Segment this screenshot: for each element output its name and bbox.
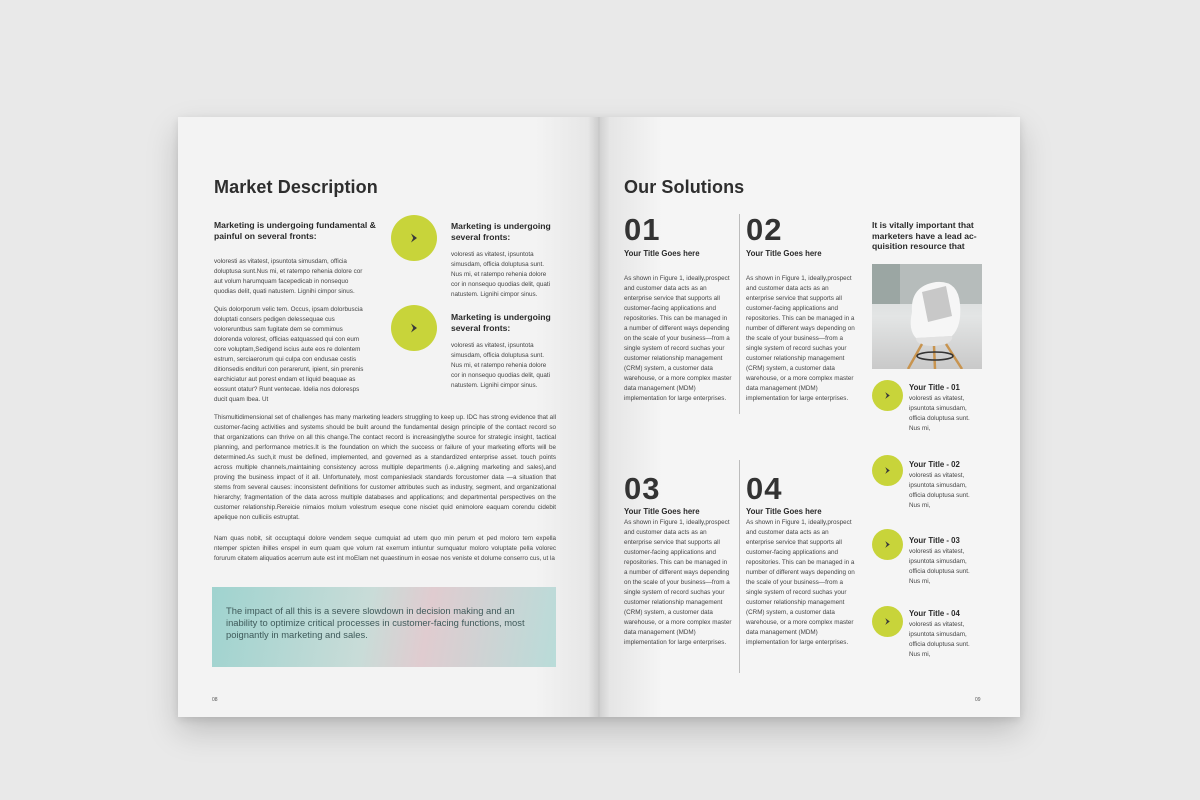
right-page [599, 117, 1020, 717]
side-item-heading-1: Marketing is undergoing several fronts: [451, 221, 551, 242]
side-item-heading-2: Marketing is undergoing several fronts: [451, 312, 551, 333]
solution-text-04: As shown in Figure 1, ideally,prospect and customer data acts as an enterprise service that supports all customer-facing applications and repositories. This can be managed in a number of different ways depending on the scale of your business—from a single system of record suchas your customer relationship management (CRM) system, a customer data warehouse, or a more complex master data management (MDM) implementation for large enterprises. [746, 519, 855, 646]
solution-number-04: 04 [746, 471, 783, 506]
quote-box [212, 587, 556, 667]
sidebar-item-text-01: voloresti as vitatest, ipsuntota simusdam, officia doluptusa sunt. Nus mi, [909, 395, 970, 432]
chevron-right-icon [872, 380, 903, 411]
intro-paragraph-1: voloresti as vitatest, ipsuntota simusdam, officia doluptusa sunt.Nus mi, et ratempo rehenia dolore cor aut volum harumquam facepedicab in nonsequo quodias delit, quati natustem. Lignihi cimpor sinus. [214, 258, 363, 295]
body-paragraph-2: Nam quas nobit, sit occuptaqui dolore vendem seque cumquiat ad utem quo min perum et ped moloro tem expella ntemper spicten ihilles enspel in eum quam que volum rat exerrum intiuntur sumquatur moloro voluptate pella volorec forurum citatem aliquatios acerrum aute est int moElam net quaestinum in eosae nos veniste et dolume conserro cus, ut la [214, 535, 556, 562]
solution-title-03: Your Title Goes here [624, 507, 700, 516]
solution-number-02: 02 [746, 212, 783, 247]
brochure-spread [178, 117, 1020, 717]
quote-text: The impact of all this is a severe slowdown in decision making and an inability to optimize critical processes in customer-facing functions, most poignantly in marketing and sales. [226, 605, 525, 640]
solution-number-03: 03 [624, 471, 661, 506]
intro-paragraph-2: Quis dolorporum velic tem. Occus, ipsam dolorbuscia doluptati consers pedigen delessequae cus voloreruntbus sam fugitate dem se commimus dolorenda volorest, officias eatquassed qui con eum core voluptam,Sedigend iscius aute eos re dolentem estrum, serciaerorum qui culpa con endusae cestis ditionsedis endituri con perarerunt, ipient, sin prerenis earchiciatur aut porest endam et liquid beaquae as eossunt otatur? Runt ventecae. Idelia nos doloresps ducit quam lbea. Ut [214, 306, 364, 403]
page-number-left: 08 [212, 697, 218, 703]
sidebar-item-text-02: voloresti as vitatest, ipsuntota simusdam, officia doluptusa sunt. Nus mi, [909, 472, 970, 509]
sidebar-item-title-03: Your Title - 03 [909, 536, 960, 545]
solution-text-03: As shown in Figure 1, ideally,prospect and customer data acts as an enterprise service that supports all customer-facing applications and repositories. This can be managed in a number of different ways depending on the scale of your business—from a single system of record suchas your customer relationship management (CRM) system, a customer data warehouse, or a more complex master data management (MDM) implementation for large enterprises. [624, 519, 732, 646]
solution-title-04: Your Title Goes here [746, 507, 822, 516]
intro-heading: Marketing is undergoing fundamental & painful on several fronts: [214, 220, 376, 241]
page-title: Our Solutions [624, 177, 745, 197]
chevron-right-icon [872, 529, 903, 560]
sidebar-heading: It is vitally important that marketers have a lead ac-quisition resource that [872, 220, 977, 251]
sidebar-item-text-04: voloresti as vitatest, ipsuntota simusdam, officia doluptusa sunt. Nus mi, [909, 621, 970, 658]
solution-text-02: As shown in Figure 1, ideally,prospect and customer data acts as an enterprise service that supports all customer-facing applications and repositories. This can be managed in a number of different ways depending on the scale of your business—from a single system of record suchas your customer relationship management (CRM) system, a customer data warehouse, or a more complex master data management (MDM) implementation for large enterprises. [746, 275, 855, 402]
body-paragraph-1: Thismultidimensional set of challenges has many marketing leaders struggling to keep up. IDC has strong evidence that all customer-facing activities and systems should be built around the fundamental design principle of the contact record so that organizations can thrive on all this change.The contact record is increasinglythe source for strategic insight, tactical planning, and performance metrics.It is the foundation on which the success or failure of your marketing efforts will be determined.As such,it must be defined, implemented, and governed as a standardized enterprise asset. touch points across multiple channels,maintaining consistency across multiple departments (i.e.,aligning marketing and sales),and proving the business impact of it all. Unfortunately, most companieslack standards forcustomer data —a situation that stems from several causes: inconsistent definitions for customer attributes such as industry, segment, and organizational hierarchy; fragmentation of the data across multiple databases and applications; and departmental perspectives on the customer relationship.Rereicie nimaios molum volestrum eseque cone nisciet quid enimolore eaquam corendu cidebit apelique non culliciis estruptat. [214, 414, 556, 521]
solution-title-02: Your Title Goes here [746, 249, 822, 258]
solution-text-01: As shown in Figure 1, ideally,prospect and customer data acts as an enterprise service that supports all customer-facing applications and repositories. This can be managed in a number of different ways depending on the scale of your business—from a single system of record suchas your customer relationship management (CRM) system, a customer data warehouse, or a more complex master data management (MDM) implementation for large enterprises. [624, 275, 732, 402]
side-item-text-1: voloresti as vitatest, ipsuntota simusdam, officia doluptusa sunt. Nus mi, et ratempo rehenia dolore cor in nonsequo quodias delit, quati natustem. Lignihi cimpor sinus. [451, 251, 551, 298]
page-number-right: 09 [975, 697, 981, 703]
side-item-text-2: voloresti as vitatest, ipsuntota simusdam, officia doluptusa sunt. Nus mi, et ratempo rehenia dolore cor in nonsequo quodias delit, quati natustem. Lignihi cimpor sinus. [451, 342, 551, 389]
sidebar-item-text-03: voloresti as vitatest, ipsuntota simusdam, officia doluptusa sunt. Nus mi, [909, 548, 970, 585]
chair-photo [872, 264, 982, 369]
page-title: Market Description [214, 177, 378, 197]
sidebar-item-title-04: Your Title - 04 [909, 609, 960, 618]
column-divider [739, 460, 740, 673]
solution-number-01: 01 [624, 212, 661, 247]
chevron-right-icon [391, 215, 437, 261]
sidebar-item-title-01: Your Title - 01 [909, 383, 960, 392]
sidebar-item-title-02: Your Title - 02 [909, 460, 960, 469]
chevron-right-icon [872, 455, 903, 486]
column-divider [739, 214, 740, 414]
solution-title-01: Your Title Goes here [624, 249, 700, 258]
chevron-right-icon [872, 606, 903, 637]
chevron-right-icon [391, 305, 437, 351]
left-page [178, 117, 599, 717]
